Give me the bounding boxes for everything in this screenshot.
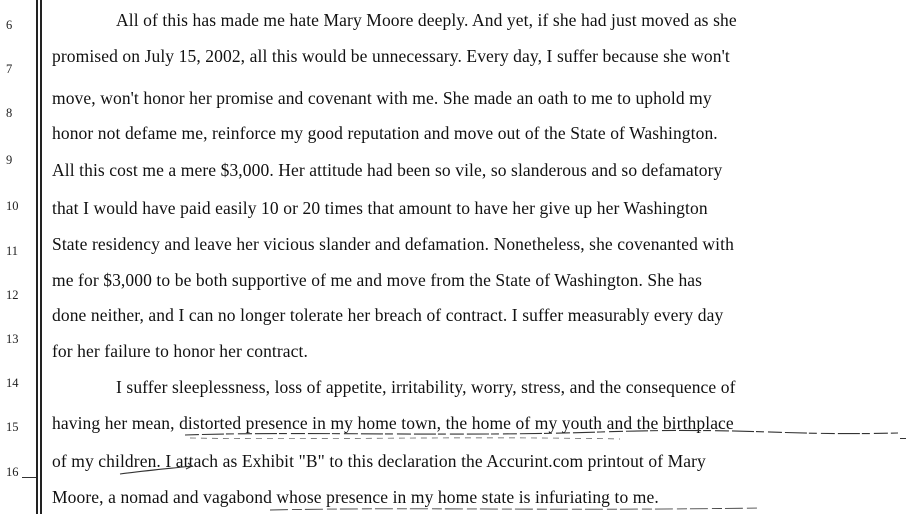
paragraph-line: of my children. I attach as Exhibit "B" to this declaration the Accurint.com printout of Mary: [52, 451, 706, 471]
paragraph-line: for her failure to honor her contract.: [52, 341, 308, 361]
paragraph-line: promised on July 15, 2002, all this would be unnecessary. Every day, I suffer because she won't: [52, 46, 730, 66]
line-number: 9: [6, 153, 13, 167]
line-number: 10: [6, 199, 19, 213]
paragraph-line: that I would have paid easily 10 or 20 times that amount to have her give up her Washington: [52, 198, 708, 218]
paragraph-line: honor not defame me, reinforce my good reputation and move out of the State of Washington.: [52, 123, 718, 143]
paragraph-line: All this cost me a mere $3,000. Her attitude had been so vile, so slanderous and so defamatory: [52, 160, 723, 180]
line-number: 8: [6, 106, 13, 120]
paragraph-line: State residency and leave her vicious slander and defamation. Nonetheless, she covenanted with: [52, 234, 734, 254]
paragraph-line: All of this has made me hate Mary Moore deeply. And yet, if she had just moved as she: [116, 10, 737, 30]
line-number: 6: [6, 18, 13, 32]
paragraph-line: done neither, and I can no longer tolerate her breach of contract. I suffer measurably every day: [52, 305, 724, 325]
line-number: 15: [6, 420, 19, 434]
paragraph-line: me for $3,000 to be both supportive of me and move from the State of Washington. She has: [52, 270, 703, 290]
line-number: 13: [6, 332, 19, 346]
edge-mark: [900, 438, 906, 439]
paragraph-line: I suffer sleeplessness, loss of appetite, irritability, worry, stress, and the consequence of: [116, 377, 736, 397]
paragraph-line: having her mean, distorted presence in my home town, the home of my youth and the birthplace: [52, 413, 734, 433]
line-number: 12: [6, 288, 19, 302]
line-number: 14: [6, 376, 19, 390]
line-number: 7: [6, 62, 13, 76]
paragraph-line: Moore, a nomad and vagabond whose presence in my home state is infuriating to me.: [52, 487, 659, 507]
paragraph-line: move, won't honor her promise and covenant with me. She made an oath to me to uphold my: [52, 88, 712, 108]
line-number: 16: [6, 465, 19, 479]
line-number: 11: [6, 244, 19, 258]
